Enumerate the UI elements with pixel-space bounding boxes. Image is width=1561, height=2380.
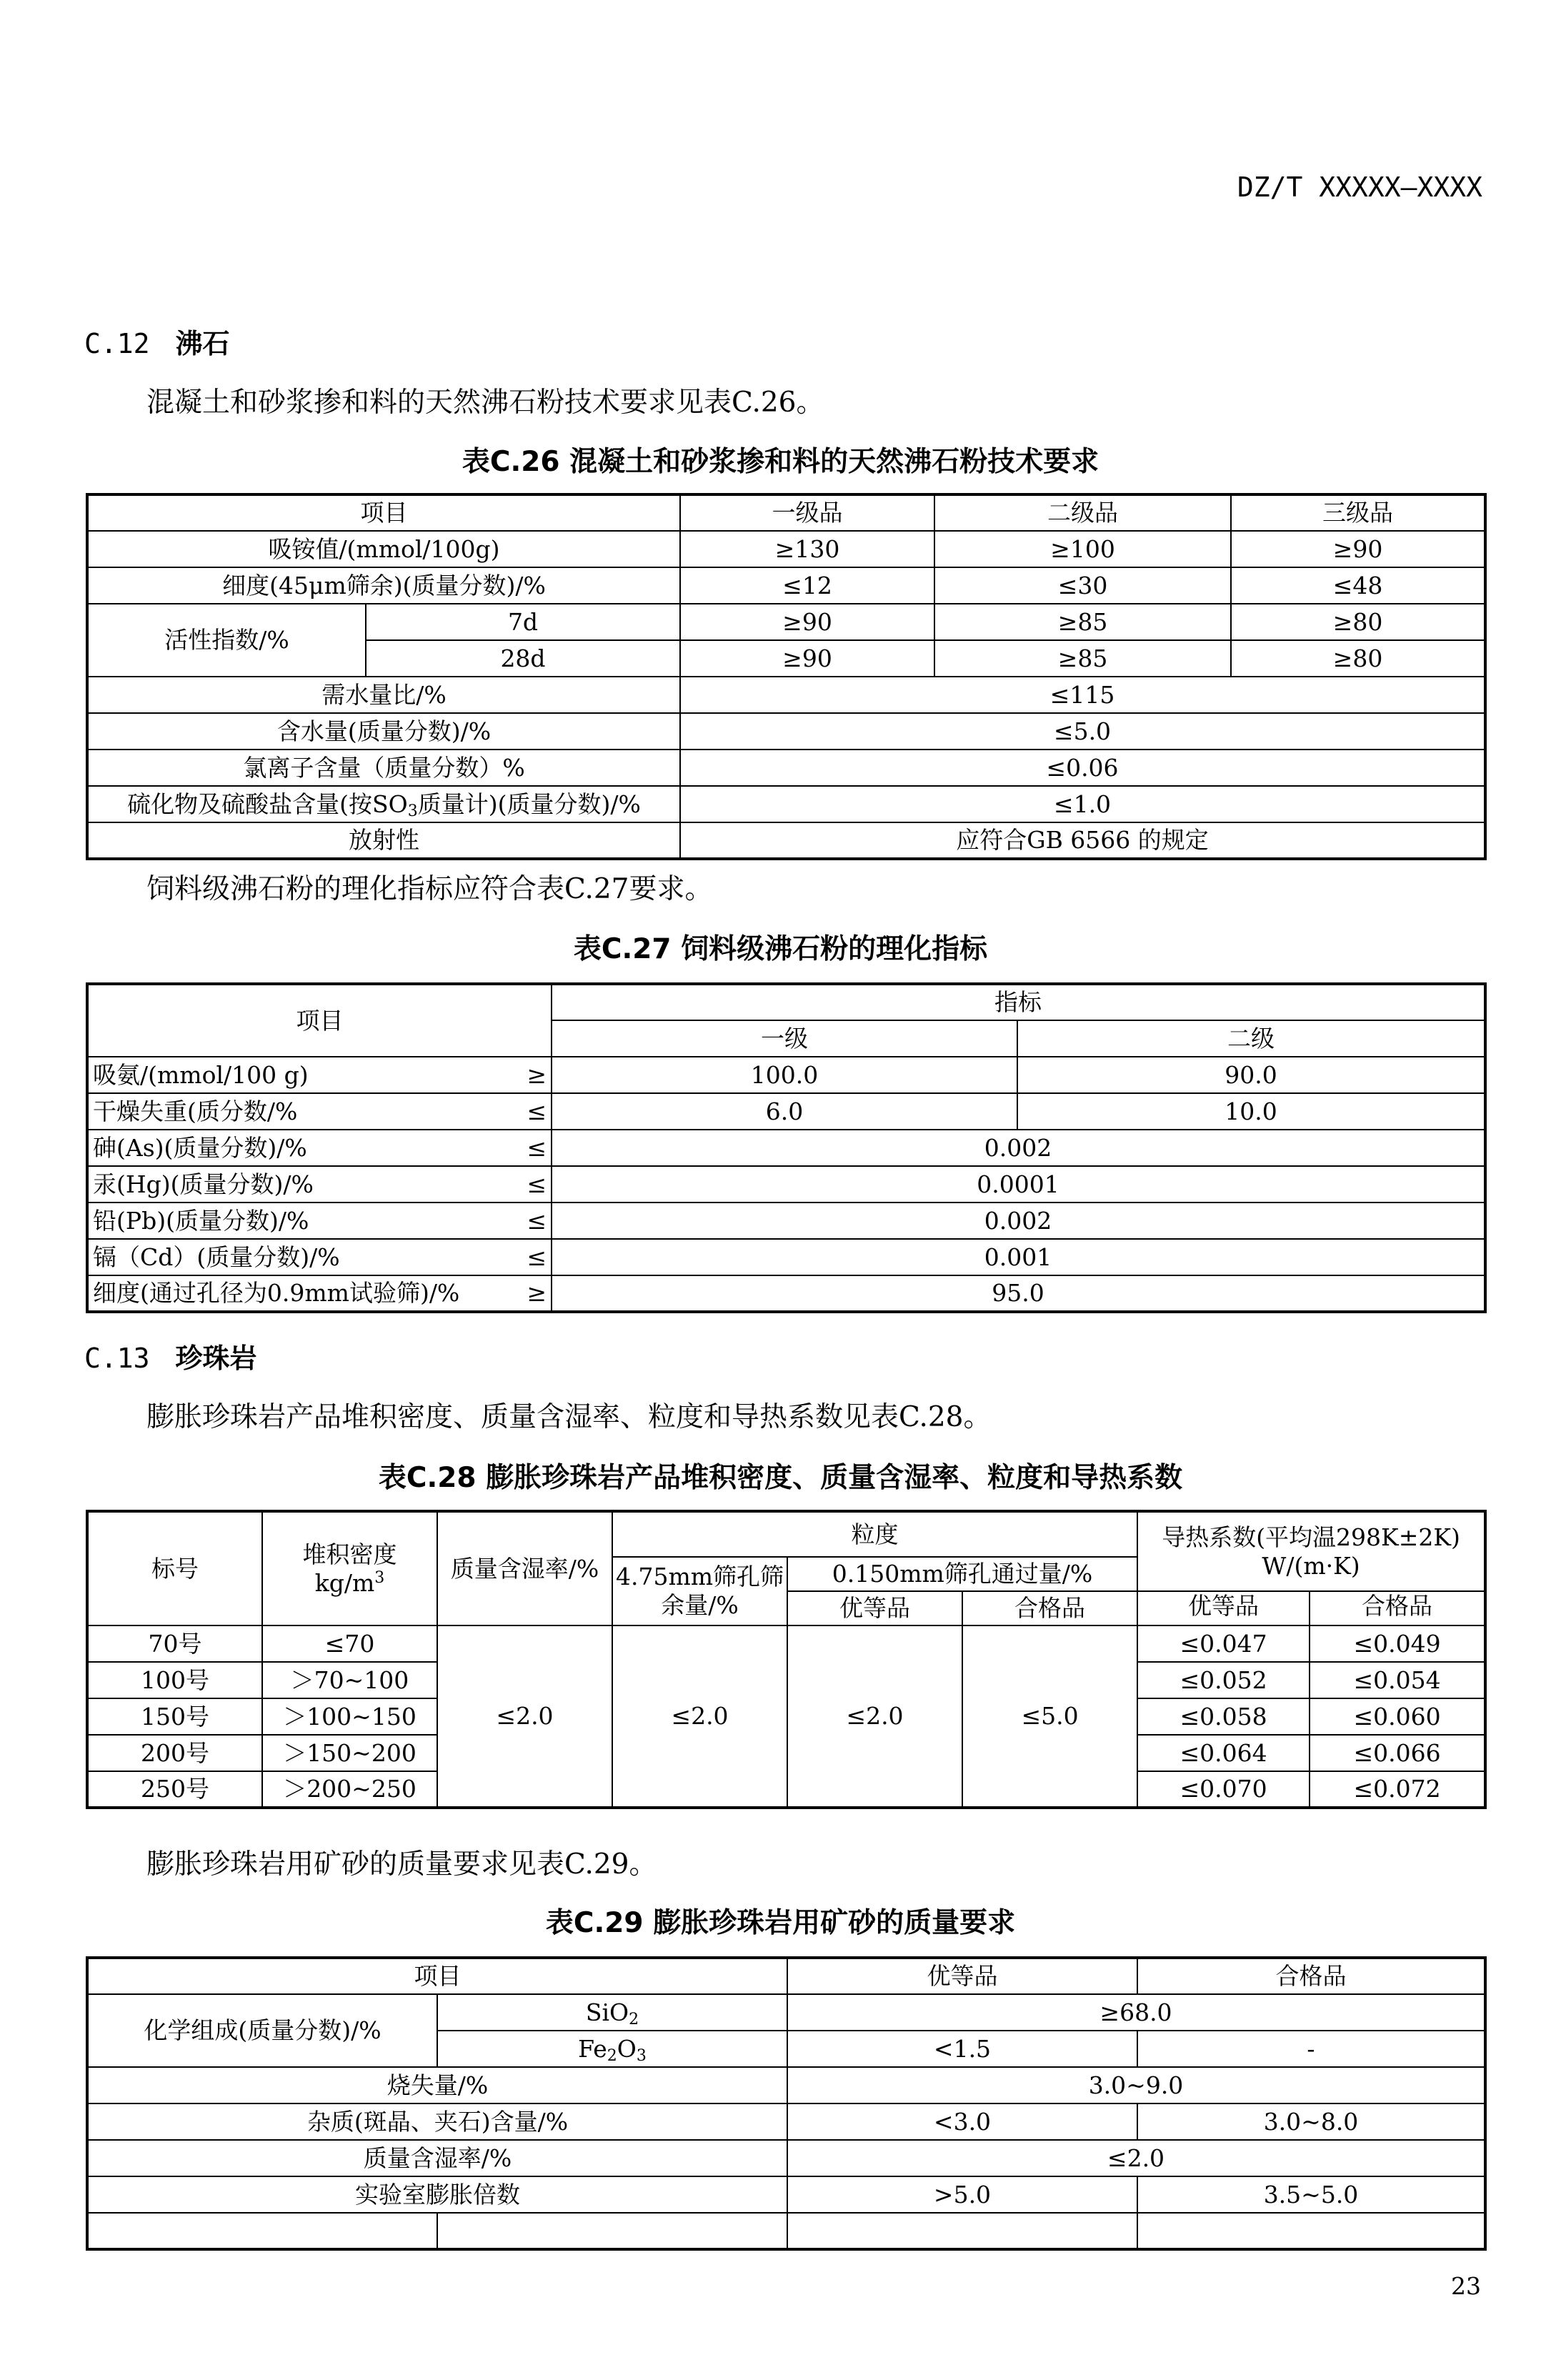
table-row (87, 822, 1485, 859)
empty-cell (437, 2213, 787, 2249)
section-heading-c12 (84, 322, 230, 361)
paragraph-c13-intro: 膨胀珍珠岩产品堆积密度、质量含湿率、粒度和导热系数见表C.28。 (146, 1401, 992, 1433)
cell: ≤70 (262, 1625, 437, 1662)
cell: 10.0 (1017, 1093, 1485, 1130)
row-label: 氯离子含量（质量分数）% (87, 750, 680, 786)
cell: ≤1.0 (680, 786, 1485, 822)
cell: ≤2.0 (787, 2140, 1485, 2176)
cell: ≤0.064 (1137, 1735, 1310, 1771)
cell: ≤0.066 (1310, 1735, 1485, 1771)
cell: - (1137, 2031, 1485, 2067)
cell: ≤0.070 (1137, 1771, 1310, 1808)
section-number: C.13 (84, 1343, 150, 1374)
comparison-symbol: ≤ (509, 1166, 552, 1203)
cell: 0.001 (552, 1239, 1485, 1275)
table-row (87, 1203, 1485, 1239)
cell: ≥85 (934, 640, 1231, 677)
table-row (87, 713, 1485, 750)
table-row (87, 2213, 1485, 2249)
table-row (87, 1130, 1485, 1166)
table-row (87, 1093, 1485, 1130)
row-label: 吸氨/(mmol/100 g) (87, 1057, 509, 1093)
table-row (87, 1275, 1485, 1312)
table-row (87, 531, 1485, 567)
table-row (87, 2140, 1485, 2176)
cell: ≤2.0 (437, 1625, 612, 1808)
row-label: 硫化物及硫酸盐含量(按$SO_3$质量计)(质量分数)/% (87, 786, 680, 822)
header-cell: 项目 (87, 1958, 787, 1994)
comparison-symbol: ≥ (509, 1057, 552, 1093)
table-row (87, 1625, 1485, 1662)
cell: ≥85 (934, 604, 1231, 640)
header-cell: 优等品 (787, 1591, 962, 1625)
cell: ≤0.058 (1137, 1698, 1310, 1735)
header-cell: 0.150mm筛孔通过量/% (787, 1557, 1137, 1591)
cell: ＞200~250 (262, 1771, 437, 1808)
cell: ≤0.052 (1137, 1662, 1310, 1698)
table-c29 (86, 1956, 1487, 2251)
row-label: 镉（Cd）(质量分数)/% (87, 1239, 509, 1275)
table-row (87, 2067, 1485, 2103)
cell: <3.0 (787, 2103, 1137, 2140)
sub-label: 7d (366, 604, 680, 640)
paragraph-c12-intro: 混凝土和砂浆掺和料的天然沸石粉技术要求见表C.26。 (146, 387, 824, 419)
cell: ≤2.0 (612, 1625, 787, 1808)
section-title: 珍珠岩 (175, 1343, 257, 1374)
row-label: 细度(45μm筛余)(质量分数)/% (87, 567, 680, 604)
cell: ≤30 (934, 567, 1231, 604)
cell: 6.0 (552, 1093, 1017, 1130)
row-label: 吸铵值/(mmol/100g) (87, 531, 680, 567)
cell: >5.0 (787, 2176, 1137, 2213)
cell: 100.0 (552, 1057, 1017, 1093)
sub-label: SiO$_2$ (437, 1994, 787, 2031)
header-cell: 项目 (87, 984, 552, 1057)
table-row (87, 750, 1485, 786)
section-heading-c13 (84, 1336, 257, 1375)
sub-label: 28d (366, 640, 680, 677)
table-row (87, 604, 1485, 640)
table-c28 (86, 1510, 1487, 1809)
cell: 3.5~5.0 (1137, 2176, 1485, 2213)
comparison-symbol: ≤ (509, 1093, 552, 1130)
header-cell: 项目 (87, 494, 680, 531)
header-cell: 指标 (552, 984, 1485, 1020)
cell: <1.5 (787, 2031, 1137, 2067)
comparison-symbol: ≤ (509, 1130, 552, 1166)
row-label: 杂质(斑晶、夹石)含量/% (87, 2103, 787, 2140)
row-label: 铅(Pb)(质量分数)/% (87, 1203, 509, 1239)
cell: ≤115 (680, 677, 1485, 713)
table-row (87, 2176, 1485, 2213)
section-number: C.12 (84, 328, 150, 359)
cell: ≤0.047 (1137, 1625, 1310, 1662)
cell: ≥80 (1231, 640, 1485, 677)
cell: ≥100 (934, 531, 1231, 567)
cell: ≤5.0 (680, 713, 1485, 750)
cell: 0.002 (552, 1203, 1485, 1239)
cell: 100号 (87, 1662, 262, 1698)
row-label: 汞(Hg)(质量分数)/% (87, 1166, 509, 1203)
header-cell: 4.75mm筛孔筛 余量/% (612, 1557, 787, 1625)
comparison-symbol: ≥ (509, 1275, 552, 1312)
empty-cell (787, 2213, 1137, 2249)
table-c29-caption: 表C.29 膨胀珍珠岩用矿砂的质量要求 (545, 1907, 1016, 1939)
sub-label: $Fe_2O_3$ (437, 2031, 787, 2067)
doc-id-header: DZ/T XXXXX—XXXX (1237, 171, 1482, 203)
cell: ≤0.054 (1310, 1662, 1485, 1698)
cell: ≥130 (680, 531, 934, 567)
table-row (87, 1239, 1485, 1275)
table-c28-caption: 表C.28 膨胀珍珠岩产品堆积密度、质量含湿率、粒度和导热系数 (378, 1462, 1183, 1494)
paragraph-c27-intro: 饲料级沸石粉的理化指标应符合表C.27要求。 (146, 873, 713, 905)
cell: ＞150~200 (262, 1735, 437, 1771)
row-label: 放射性 (87, 822, 680, 859)
cell: ≤5.0 (962, 1625, 1137, 1808)
header-cell: 一级品 (680, 494, 934, 531)
header-cell: 堆积密度 $kg/m^3$ (262, 1511, 437, 1625)
cell: ≥80 (1231, 604, 1485, 640)
cell: 90.0 (1017, 1057, 1485, 1093)
row-label: 细度(通过孔径为0.9mm试验筛)/% (87, 1275, 509, 1312)
cell: 0.002 (552, 1130, 1485, 1166)
header-cell: 二级 (1017, 1020, 1485, 1057)
cell: 3.0~9.0 (787, 2067, 1485, 2103)
section-title: 沸石 (175, 328, 230, 359)
header-cell: 合格品 (1310, 1591, 1485, 1625)
page-number: 23 (1451, 2272, 1481, 2300)
cell: 95.0 (552, 1275, 1485, 1312)
cell: ≤12 (680, 567, 934, 604)
header-cell: 三级品 (1231, 494, 1485, 531)
cell: ≤48 (1231, 567, 1485, 604)
header-cell: 优等品 (787, 1958, 1137, 1994)
header-cell: 一级 (552, 1020, 1017, 1057)
row-label: 活性指数/% (87, 604, 366, 677)
header-cell: 优等品 (1137, 1591, 1310, 1625)
cell: ≤0.072 (1310, 1771, 1485, 1808)
row-label: 需水量比/% (87, 677, 680, 713)
header-cell: 合格品 (1137, 1958, 1485, 1994)
comparison-symbol: ≤ (509, 1239, 552, 1275)
cell: ≥90 (680, 640, 934, 677)
row-label: 含水量(质量分数)/% (87, 713, 680, 750)
cell: 200号 (87, 1735, 262, 1771)
row-label: 烧失量/% (87, 2067, 787, 2103)
paragraph-c29-intro: 膨胀珍珠岩用矿砂的质量要求见表C.29。 (146, 1848, 657, 1881)
table-row (87, 1057, 1485, 1093)
table-c26 (86, 493, 1487, 860)
cell: ＞100~150 (262, 1698, 437, 1735)
table-c27 (86, 982, 1487, 1313)
cell: ≥68.0 (787, 1994, 1485, 2031)
cell: 3.0~8.0 (1137, 2103, 1485, 2140)
table-row (87, 1166, 1485, 1203)
cell: ＞70~100 (262, 1662, 437, 1698)
table-row (87, 1994, 1485, 2031)
table-row (87, 786, 1485, 822)
cell: 0.0001 (552, 1166, 1485, 1203)
cell: ≤0.06 (680, 750, 1485, 786)
cell: 250号 (87, 1771, 262, 1808)
empty-cell (1137, 2213, 1485, 2249)
header-cell: 质量含湿率/% (437, 1511, 612, 1625)
table-row (87, 567, 1485, 604)
row-label: 干燥失重(质分数/% (87, 1093, 509, 1130)
cell: ≥90 (680, 604, 934, 640)
empty-cell (87, 2213, 437, 2249)
table-row (87, 2103, 1485, 2140)
row-label: 化学组成(质量分数)/% (87, 1994, 437, 2067)
cell: 150号 (87, 1698, 262, 1735)
cell: ≤0.049 (1310, 1625, 1485, 1662)
row-label: 质量含湿率/% (87, 2140, 787, 2176)
header-cell: 导热系数(平均温298K±2K) W/(m·K) (1137, 1511, 1485, 1591)
header-cell: 合格品 (962, 1591, 1137, 1625)
row-label: 实验室膨胀倍数 (87, 2176, 787, 2213)
table-c27-caption: 表C.27 饲料级沸石粉的理化指标 (573, 933, 988, 965)
row-label: 砷(As)(质量分数)/% (87, 1130, 509, 1166)
cell: ≤0.060 (1310, 1698, 1485, 1735)
header-cell: 标号 (87, 1511, 262, 1625)
cell: 应符合GB 6566 的规定 (680, 822, 1485, 859)
header-cell: 二级品 (934, 494, 1231, 531)
cell: ≥90 (1231, 531, 1485, 567)
cell: 70号 (87, 1625, 262, 1662)
header-cell: 粒度 (612, 1511, 1137, 1557)
table-row (87, 677, 1485, 713)
comparison-symbol: ≤ (509, 1203, 552, 1239)
cell: ≤2.0 (787, 1625, 962, 1808)
table-c26-caption: 表C.26 混凝土和砂浆掺和料的天然沸石粉技术要求 (462, 446, 1099, 478)
